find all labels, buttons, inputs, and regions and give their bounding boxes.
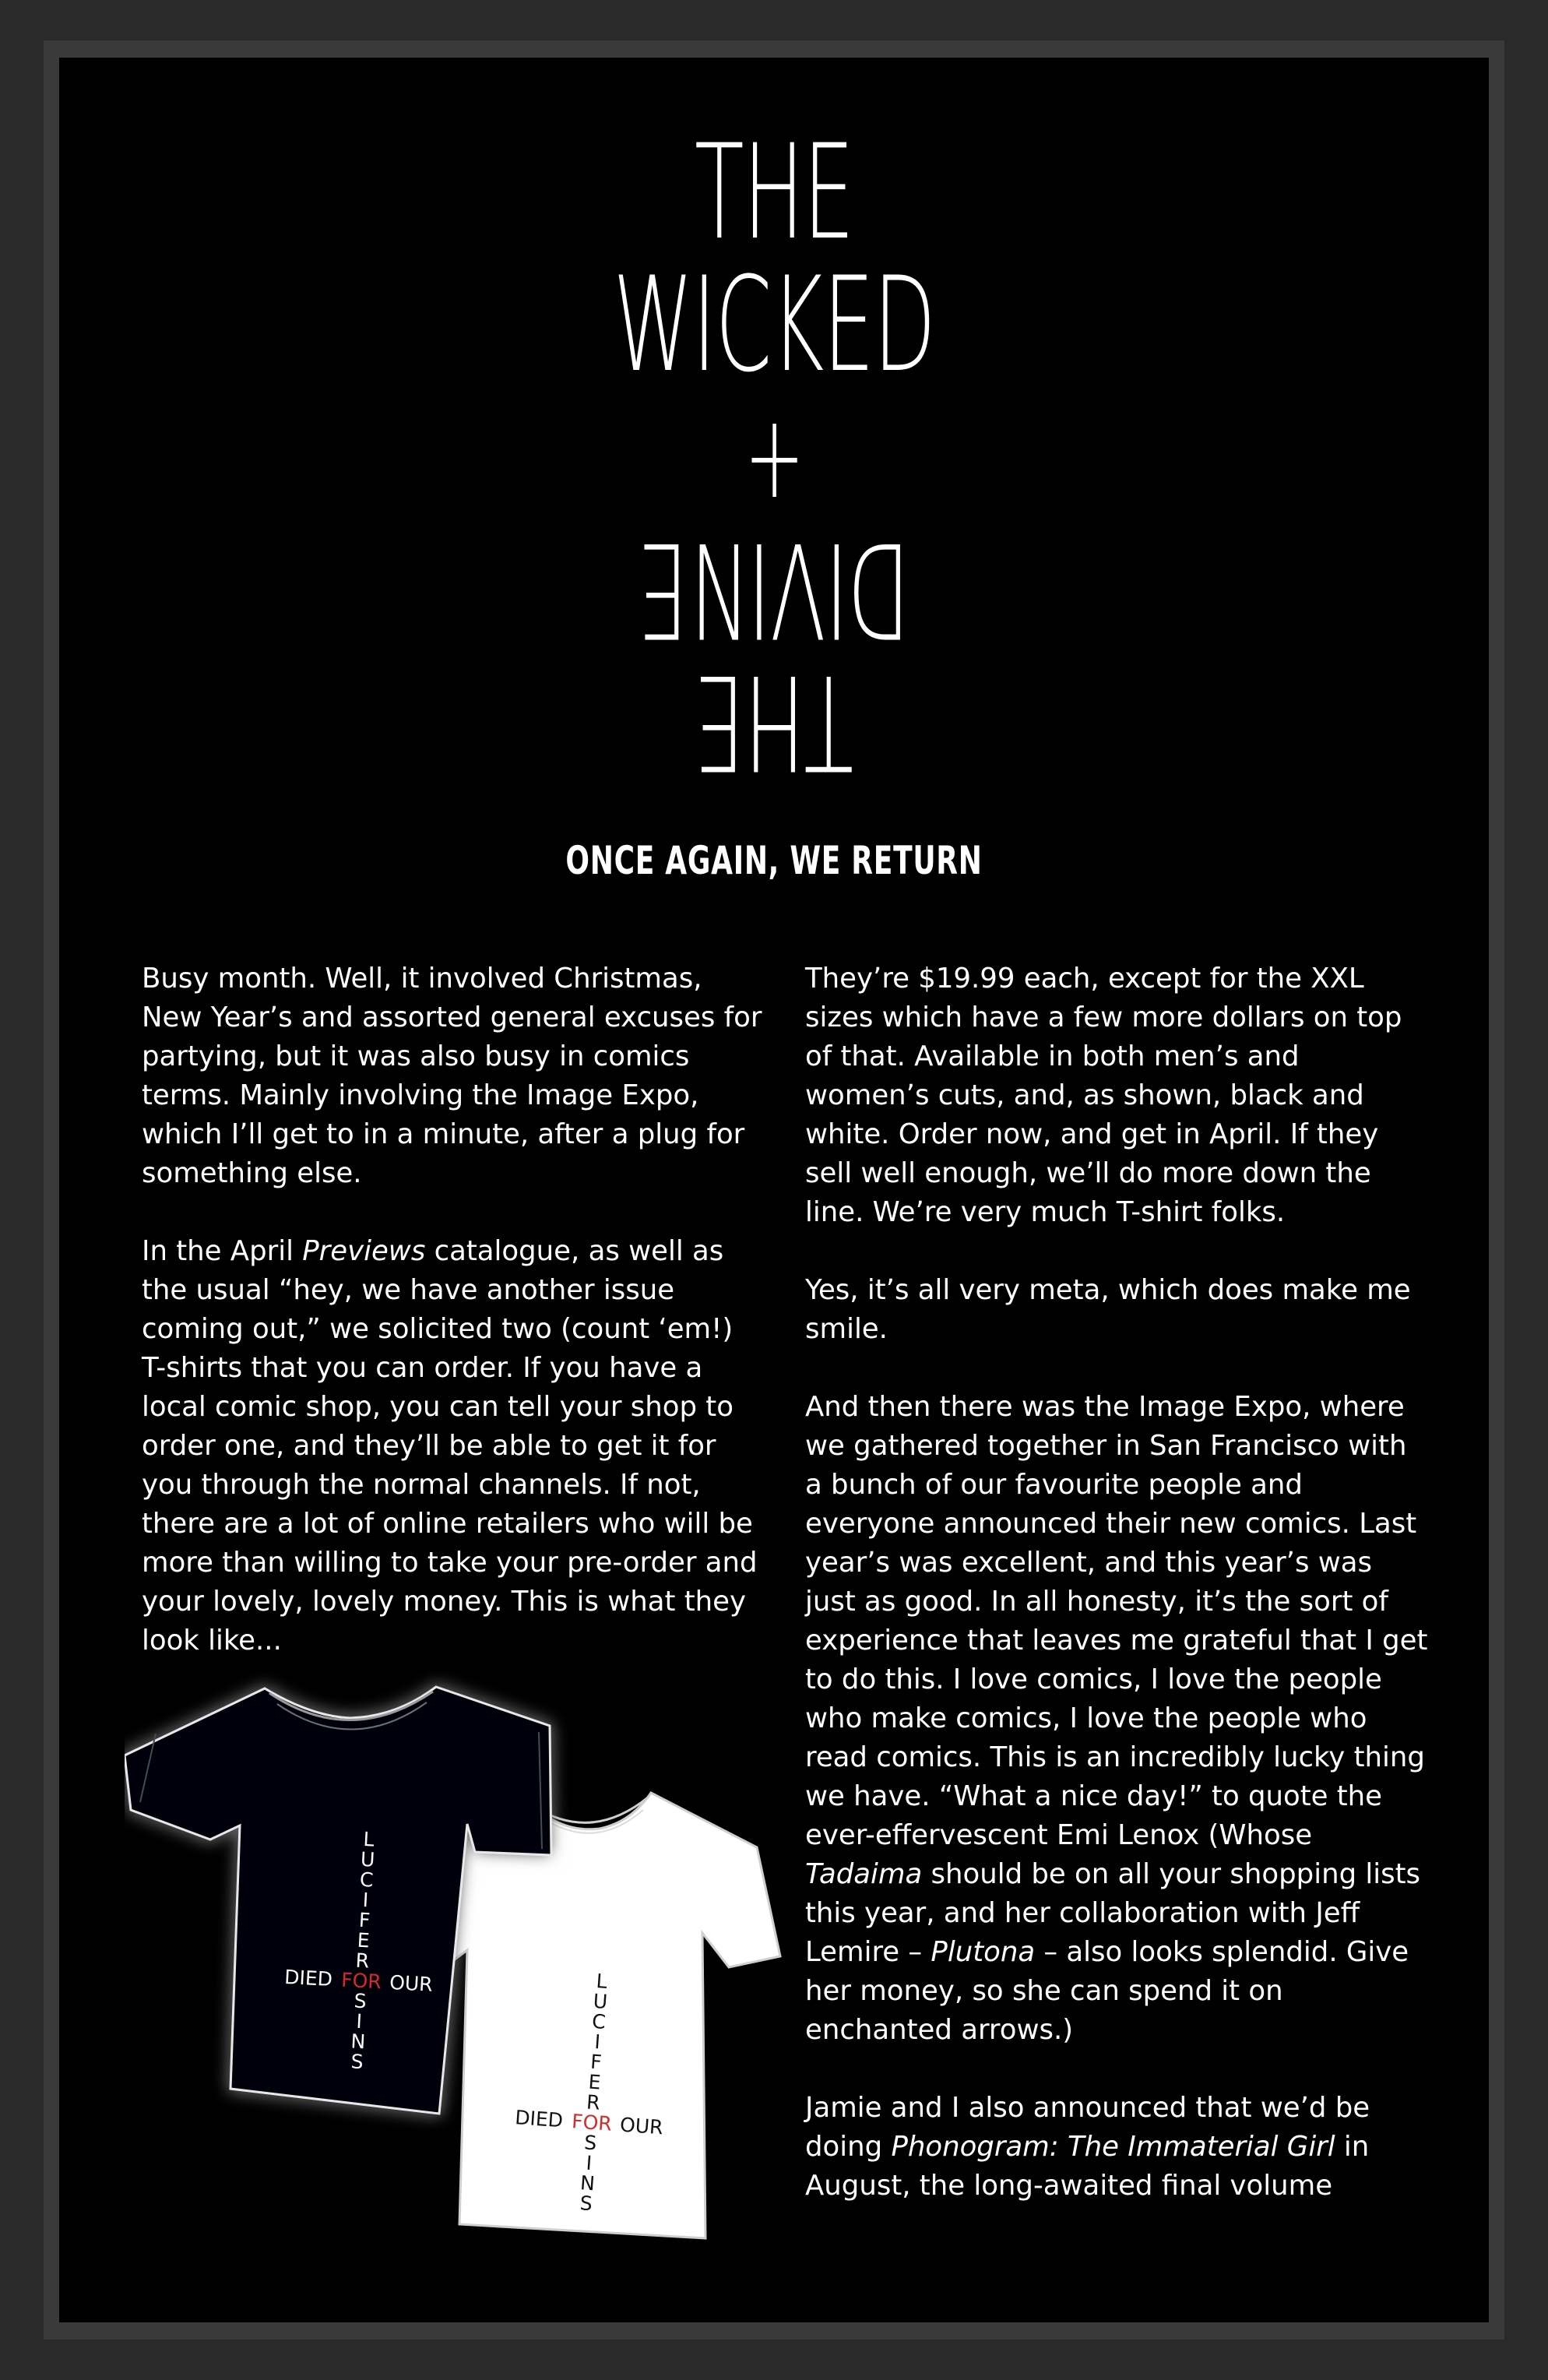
print-word-for: FOR bbox=[340, 1968, 382, 1994]
print-letter: S bbox=[579, 2192, 593, 2216]
print-letter: N bbox=[350, 2030, 367, 2054]
text-run: Jamie and I also announced that we’d be doing bbox=[805, 2092, 1370, 2163]
tshirt-illustration bbox=[125, 1662, 825, 2301]
title-logo bbox=[59, 116, 1489, 798]
left-column bbox=[142, 959, 765, 1699]
article-subtitle: ONCE AGAIN, WE RETURN bbox=[565, 838, 983, 883]
page bbox=[59, 58, 1489, 2322]
paragraph bbox=[805, 2089, 1428, 2206]
logo-line-plus: + bbox=[744, 389, 804, 525]
print-word-for: FOR bbox=[571, 2110, 613, 2135]
paragraph: They’re $19.99 each, except for the XXL sizes which have a few more dollars on top of that. Available in both men’s and women’s cuts, and, as shown, black and white. Order now, and get in April. If they sell well enough, we’ll do more down the line. We’re very much T-shirt folks. bbox=[805, 963, 1402, 1228]
print-word-our: OUR bbox=[619, 2113, 664, 2139]
title-emphasis: Phonogram: The Immaterial Girl bbox=[891, 2131, 1335, 2163]
print-letter: S bbox=[583, 2131, 598, 2155]
text-run: And then there was the Image Expo, where we gathered together in San Francisco with a bunch of our favourite people and everyone announced their new comics. Last year’s was excellent, and this year’s was just as good. In all honesty, it’s the sort of experience that leaves me grateful that I get to do this. I love comics, I love the people who make comics, I love the people who read comics. This is an incredibly lucky thing we have. “What a nice day!” to quote the ever-effervescent Emi Lenox (Whose bbox=[805, 1391, 1428, 1851]
print-word-our: OUR bbox=[389, 1970, 434, 1996]
paragraph: Busy month. Well, it involved Christmas, New Year’s and assorted general excuses for partying, but it was also busy in comics terms. Mainly involving the Image Expo, which I’ll get to in a minute, after a plug for something else. bbox=[142, 963, 762, 1189]
print-letter: S bbox=[353, 1989, 368, 2013]
print-letter: I bbox=[585, 2151, 593, 2175]
logo-line-divine-inverted: DIVINE bbox=[638, 513, 910, 666]
logo-line-wicked: WICKED bbox=[613, 248, 935, 401]
text-run: in August, the long-awaited final volume bbox=[805, 2131, 1370, 2202]
paragraph bbox=[142, 1232, 765, 1660]
print-word-died: DIED bbox=[514, 2106, 564, 2132]
print-letter: E bbox=[587, 2070, 602, 2094]
print-letter: R bbox=[586, 2090, 601, 2114]
text-run: should be on all your shopping lists this year, and her collaboration with Jeff Lemire – bbox=[805, 1858, 1421, 1968]
print-letter: E bbox=[357, 1928, 371, 1952]
print-letter: U bbox=[360, 1847, 376, 1871]
paragraph bbox=[805, 1388, 1428, 2050]
title-emphasis: Previews bbox=[302, 1235, 426, 1267]
print-letter: L bbox=[595, 1969, 608, 1993]
print-letter: C bbox=[359, 1868, 375, 1892]
print-letter: L bbox=[362, 1827, 375, 1851]
paragraph: Yes, it’s all very meta, which does make me smile. bbox=[805, 1274, 1411, 1345]
logo-line-the-inverted: THE bbox=[694, 646, 854, 798]
print-letter: I bbox=[593, 2030, 601, 2054]
text-run: catalogue, as well as the usual “hey, we have another issue coming out,” we solicited two (count ‘em!) T-shirts that you can order. If you have a local comic shop, you can tell your shop to order one, and they’ll be able to get it for you through the normal channels. If not, there are a lot of online retailers who will be more than willing to take your pre-order and your lovely, lovely money. This is what they look like... bbox=[142, 1235, 758, 1656]
white-tshirt bbox=[436, 1793, 780, 2238]
title-emphasis: Plutona bbox=[931, 1936, 1036, 1968]
print-letter: F bbox=[358, 1908, 371, 1932]
print-letter: I bbox=[362, 1888, 369, 1912]
print-letter: F bbox=[589, 2050, 603, 2074]
print-letter: N bbox=[579, 2171, 596, 2195]
logo-line-the: THE bbox=[694, 116, 854, 269]
print-letter: R bbox=[354, 1949, 370, 1973]
text-run: In the April bbox=[142, 1235, 303, 1267]
print-letter: U bbox=[592, 1989, 609, 2013]
text-run: – also looks splendid. Give her money, so she can spend it on enchanted arrows.) bbox=[805, 1936, 1409, 2046]
print-letter: C bbox=[591, 2009, 607, 2033]
title-emphasis: Tadaima bbox=[805, 1858, 923, 1890]
tshirt-artwork bbox=[125, 1662, 825, 2301]
print-letter: I bbox=[355, 2009, 363, 2033]
print-word-died: DIED bbox=[283, 1965, 333, 1991]
print-letter: S bbox=[350, 2050, 364, 2074]
right-column bbox=[805, 959, 1428, 2244]
